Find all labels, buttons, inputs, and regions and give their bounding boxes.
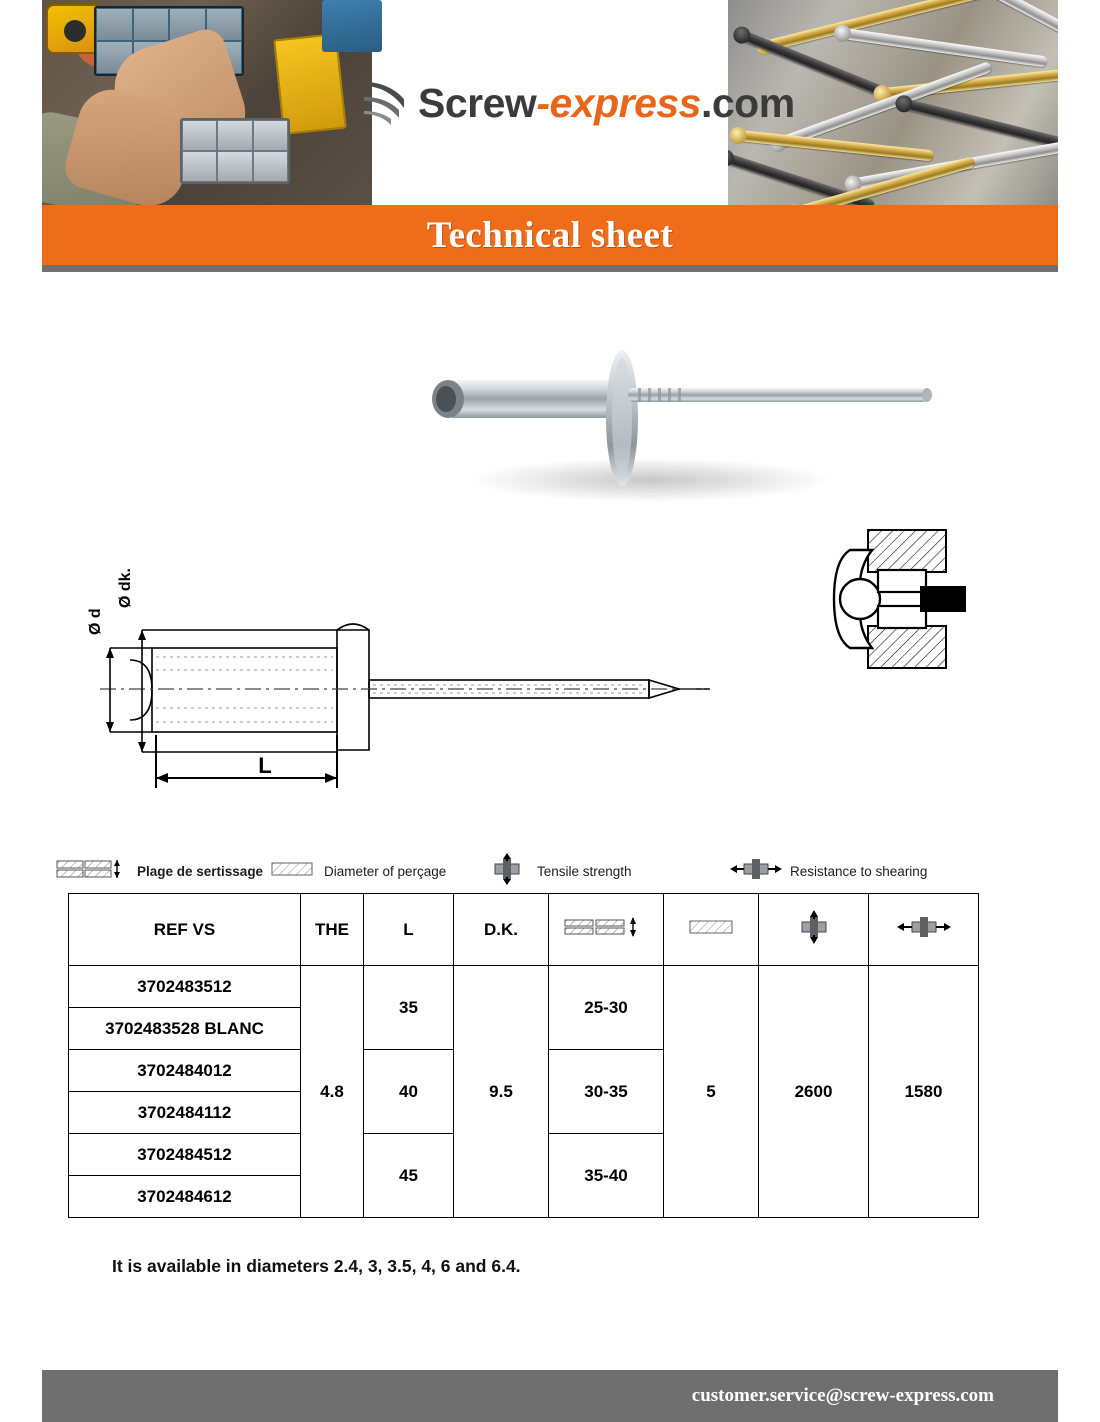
cell-crimp-1: 25-30	[549, 966, 664, 1050]
cell-ref-5: 3702484512	[69, 1134, 301, 1176]
availability-note: It is available in diameters 2.4, 3, 3.5, 4, 6 and 6.4.	[112, 1256, 521, 1276]
product-photo	[400, 330, 960, 530]
table-header-ref: REF VS	[69, 894, 301, 966]
cell-the: 4.8	[301, 966, 364, 1218]
table-header-l: L	[364, 894, 454, 966]
label-d: Ø d	[87, 608, 104, 635]
legend-label-crimping-range: Plage de sertissage	[137, 863, 264, 879]
drill-diameter-icon	[270, 858, 316, 885]
installed-rivet-section-drawing	[790, 520, 990, 680]
cell-length-3: 45	[364, 1134, 454, 1218]
cell-ref-4: 3702484112	[69, 1092, 301, 1134]
crimping-range-icon	[55, 857, 129, 886]
legend-item-tensile-strength	[485, 853, 730, 890]
table-header-shearing-resistance	[869, 894, 979, 966]
cell-ref-3: 3702484012	[69, 1050, 301, 1092]
shearing-resistance-icon	[730, 854, 782, 889]
table-header-drill-diameter	[664, 894, 759, 966]
table-header-crimping-range	[549, 894, 664, 966]
table-row	[69, 966, 979, 1008]
cell-tensile-strength: 2600	[759, 966, 869, 1218]
table-header-tensile-strength	[759, 894, 869, 966]
logo-text	[418, 80, 795, 127]
table-header-the: THE	[301, 894, 364, 966]
right-page-margin	[1058, 0, 1100, 1422]
cell-drill-diameter: 5	[664, 966, 759, 1218]
logo-text-screw: Screw	[418, 79, 537, 126]
cell-ref-2: 3702483528 BLANC	[69, 1008, 301, 1050]
left-page-margin	[0, 0, 42, 1422]
legend-item-drill-diameter	[270, 858, 485, 885]
footer-bar	[42, 1370, 1058, 1422]
table-header-row	[69, 894, 979, 966]
footer-email[interactable]: customer.service@screw-express.com	[691, 1385, 994, 1406]
legend-label-shearing-resistance: Resistance to shearing	[790, 863, 928, 879]
wave-logo-icon	[360, 77, 412, 129]
page-header	[42, 0, 1058, 205]
label-dk: Ø dk.	[117, 567, 134, 608]
footer-gap	[0, 1338, 1100, 1370]
tensile-strength-icon	[485, 853, 529, 890]
cell-shearing-resistance: 1580	[869, 966, 979, 1218]
site-logo[interactable]	[360, 68, 795, 138]
legend-item-crimping-range	[55, 857, 270, 886]
cell-length-1: 35	[364, 966, 454, 1050]
cell-ref-6: 3702484612	[69, 1176, 301, 1218]
logo-text-domain: .com	[700, 79, 795, 126]
cell-crimp-2: 30-35	[549, 1050, 664, 1134]
logo-text-express: -express	[536, 79, 701, 126]
page-title: Technical sheet	[426, 214, 674, 256]
legend-item-shearing-resistance	[730, 854, 980, 889]
legend-label-tensile-strength: Tensile strength	[537, 863, 632, 879]
legend-label-drill-diameter: Diameter of perçage	[324, 863, 447, 879]
workbench-photo	[42, 0, 372, 205]
cell-crimp-3: 35-40	[549, 1134, 664, 1218]
cell-ref-1: 3702483512	[69, 966, 301, 1008]
dimension-drawing	[70, 530, 710, 820]
banner-underline	[42, 265, 1058, 272]
metal-tray-object	[180, 118, 290, 184]
cell-length-2: 40	[364, 1050, 454, 1134]
label-L: L	[258, 753, 272, 778]
cell-dk: 9.5	[454, 966, 549, 1218]
blue-case-object	[322, 0, 382, 52]
specifications-table	[68, 893, 978, 1218]
technical-sheet-banner	[42, 205, 1058, 265]
legend-row	[55, 852, 1045, 890]
table-header-dk: D.K.	[454, 894, 549, 966]
